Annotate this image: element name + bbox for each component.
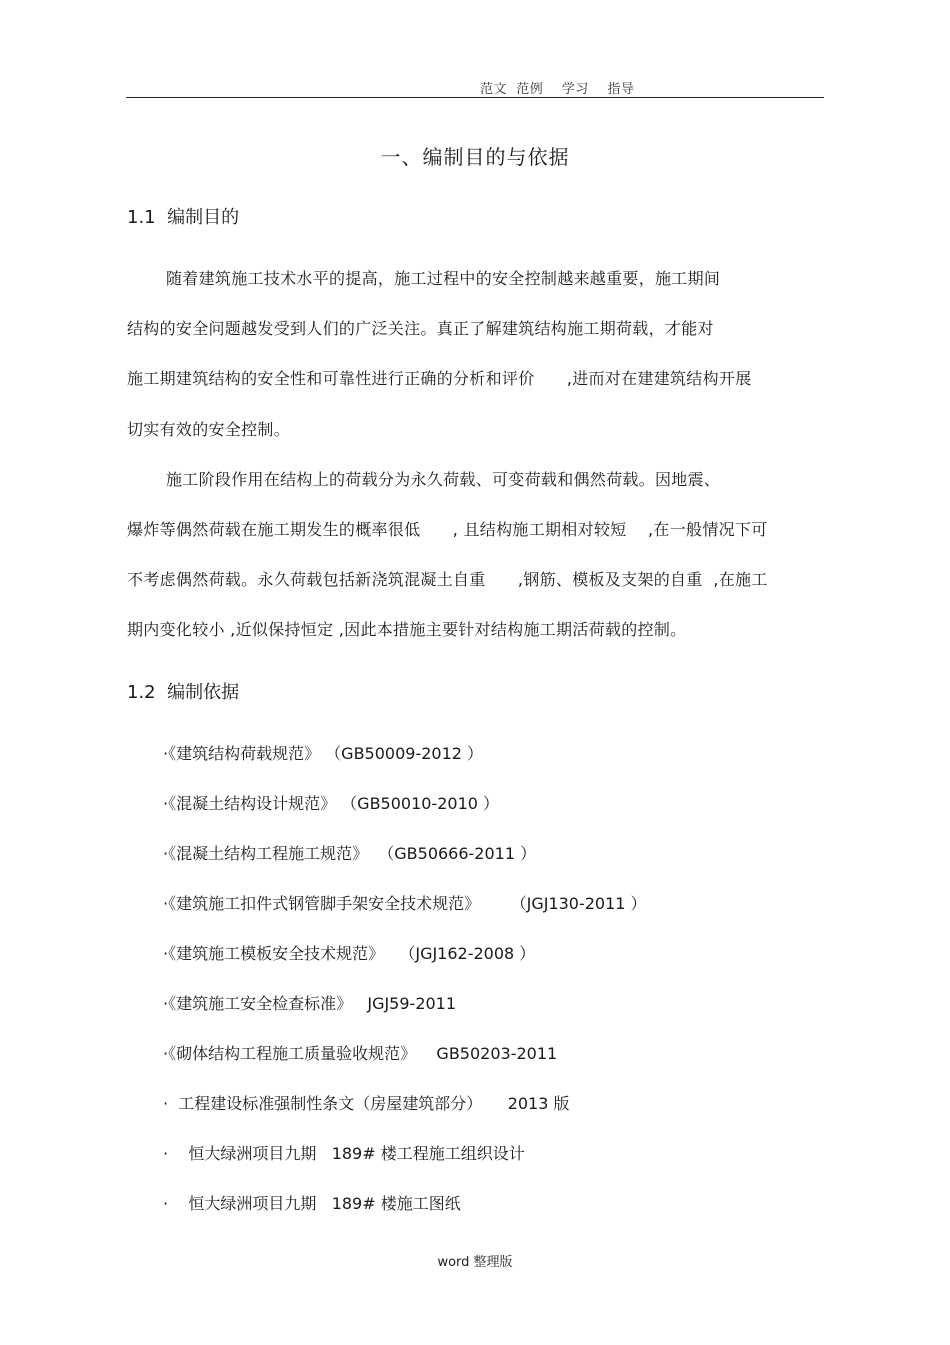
reference-item: ·《建筑施工模板安全技术规范》 （JGJ162-2008 ） — [163, 944, 536, 963]
paragraph-line: 结构的安全问题越发受到人们的广泛关注。真正了解建筑结构施工期荷载，才能对 — [127, 319, 714, 338]
reference-item: ·《建筑结构荷载规范》 （GB50009-2012 ） — [163, 744, 484, 763]
section-heading-basis: 1.2 编制依据 — [127, 682, 240, 703]
header-text: 范文 范例 学习 指导 — [480, 82, 635, 97]
paragraph-line: 不考虑偶然荷载。永久荷载包括新浇筑混凝土自重 ,钢筋、模板及支架的自重 ,在施工 — [127, 570, 768, 589]
reference-item: ·《砌体结构工程施工质量验收规范》 GB50203-2011 — [163, 1044, 558, 1063]
reference-item: ·《建筑施工扣件式钢管脚手架安全技术规范》 （JGJ130-2011 ） — [163, 894, 647, 913]
page-title: 一、编制目的与依据 — [380, 145, 570, 169]
paragraph-line: 期内变化较小 ,近似保持恒定 ,因此本措施主要针对结构施工期活荷载的控制。 — [127, 620, 687, 639]
reference-item: ·《混凝土结构工程施工规范》 （GB50666-2011 ） — [163, 844, 537, 863]
reference-item: ·《混凝土结构设计规范》 （GB50010-2010 ） — [163, 794, 500, 813]
header-rule — [126, 97, 824, 98]
paragraph-line: 施工阶段作用在结构上的荷载分为永久荷载、可变荷载和偶然荷载。因地震、 — [166, 470, 721, 489]
section-heading-purpose: 1.1 编制目的 — [127, 207, 240, 228]
page-footer: word 整理版 — [437, 1255, 513, 1270]
reference-item: ·《建筑施工安全检查标准》 JGJ59-2011 — [163, 994, 457, 1013]
paragraph-line: 施工期建筑结构的安全性和可靠性进行正确的分析和评价 ,进而对在建建筑结构开展 — [127, 369, 752, 388]
paragraph-line: 随着建筑施工技术水平的提高，施工过程中的安全控制越来越重要，施工期间 — [166, 269, 721, 288]
paragraph-line: 切实有效的安全控制。 — [127, 420, 291, 439]
reference-item: · 工程建设标准强制性条文（房屋建筑部分） 2013 版 — [163, 1094, 570, 1113]
reference-item: · 恒大绿洲项目九期 189# 楼施工图纸 — [163, 1194, 461, 1213]
reference-item: · 恒大绿洲项目九期 189# 楼工程施工组织设计 — [163, 1144, 525, 1163]
paragraph-line: 爆炸等偶然荷载在施工期发生的概率很低 , 且结构施工期相对较短 ,在一般情况下可 — [127, 520, 768, 539]
